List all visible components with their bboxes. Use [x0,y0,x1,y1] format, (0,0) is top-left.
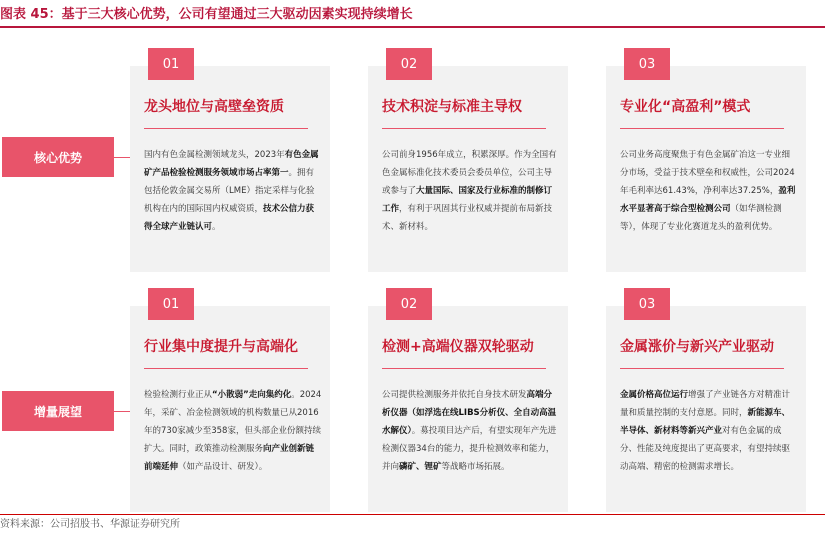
card-heading: 行业集中度提升与高端化 [144,339,298,355]
card-growth-2 [368,296,568,512]
source-note: 资料来源：公司招股书、华源证券研究所 [0,519,180,530]
card-number: 02 [386,48,432,80]
card-number: 01 [148,48,194,80]
card-number: 01 [148,288,194,320]
source-divider [0,514,825,515]
card-number: 02 [386,288,432,320]
card-growth-1 [130,296,330,512]
card-number: 03 [624,288,670,320]
card-heading: 技术积淀与标准主导权 [382,99,522,115]
card-core-2 [368,56,568,272]
card-core-3 [606,56,806,272]
card-divider [382,128,546,129]
row-label-core-advantages: 核心优势 [2,137,114,177]
body-text: 。 [212,222,221,232]
row-label-growth-outlook: 增量展望 [2,391,114,431]
card-divider [620,128,784,129]
body-text: （如华测检测等），体现了专业化赛道龙头的盈利优势。 [620,204,782,232]
highlighted-text: 有色金属矿产品检验检测服务领域市场占率第一 [144,150,319,178]
body-text: 公司前身1956年成立，积累深厚。作为全国有色金属标准化技术委员会委员单位，公司主导或参与了 [382,150,557,196]
highlighted-text: 磷矿、锂矿 [399,462,442,472]
card-core-1 [130,56,330,272]
card-body [620,386,798,476]
highlighted-text: 技术公信力获得全球产业链认可 [144,204,315,232]
row-connector [114,411,130,412]
body-text: （如产品设计、研发）。 [178,462,268,472]
highlighted-text: 金属价格高位运行 [620,390,689,400]
card-heading: 龙头地位与高壁垒资质 [144,99,284,115]
figure-title: 图表 45：基于三大核心优势，公司有望通过三大驱动因素实现持续增长 [0,7,413,22]
body-text: 公司提供检测服务并依托自身技术研发 [382,390,527,400]
card-heading: 金属涨价与新兴产业驱动 [620,339,774,355]
highlighted-text: “小散弱”走向集约化 [212,390,292,400]
card-number: 03 [624,48,670,80]
title-divider [0,26,825,28]
highlighted-text: 新能源车、半导体、新材料等新兴产业 [620,408,791,436]
body-text: 对有色金属的成分、性能及纯度提出了更高要求，有望持续驱动高端、精密的检测需求增长。 [620,426,791,472]
card-body [144,386,322,476]
card-body [382,146,560,236]
card-divider [382,368,546,369]
card-divider [144,368,308,369]
body-text: 公司业务高度聚焦于有色金属矿冶这一专业细分市场，受益于技术壁垒和权威性，公司2024年毛利率达61.43%，净利率达37.25%， [620,150,795,196]
card-growth-3 [606,296,806,512]
card-heading: 专业化“高盈利”模式 [620,99,751,115]
card-body [144,146,322,236]
body-text: ，有利于巩固其行业权威并提前布局新技术、新材料。 [382,204,553,232]
highlighted-text: 大量国际、国家及行业标准的制修订工作 [382,186,553,214]
row-connector [114,157,130,158]
highlighted-text: 高端分析仪器（如浮选在线LIBS分析仪、全自动高温水解仪） [382,390,557,436]
body-text: 增强了产业链各方对精准计量和质量控制的支付意愿。同时， [620,390,791,418]
card-body [382,386,560,476]
body-text: 检验检测行业正从 [144,390,213,400]
body-text: 国内有色金属检测领域龙头，2023年 [144,150,285,160]
body-text: 。募投项目达产后，有望实现年产先进检测仪器34台的能力，提升检测效率和能力，并向 [382,426,557,472]
card-divider [144,128,308,129]
card-heading: 检测+高端仪器双轮驱动 [382,339,534,355]
highlighted-text: 向产业创新链前端延伸 [144,444,315,472]
card-divider [620,368,784,369]
body-text: 。2024年，采矿、冶金检测领域的机构数量已从2016年的730家减少至358家，但头部企业份额持续扩大。同时，政策推动检测服务 [144,390,322,454]
card-body [620,146,798,236]
body-text: 。拥有包括伦敦金属交易所（LME）指定采样与化验机构在内的国际国内权威资质， [144,168,315,214]
highlighted-text: 盈利水平显著高于综合型检测公司 [620,186,796,214]
body-text: 等战略市场拓展。 [441,462,510,472]
